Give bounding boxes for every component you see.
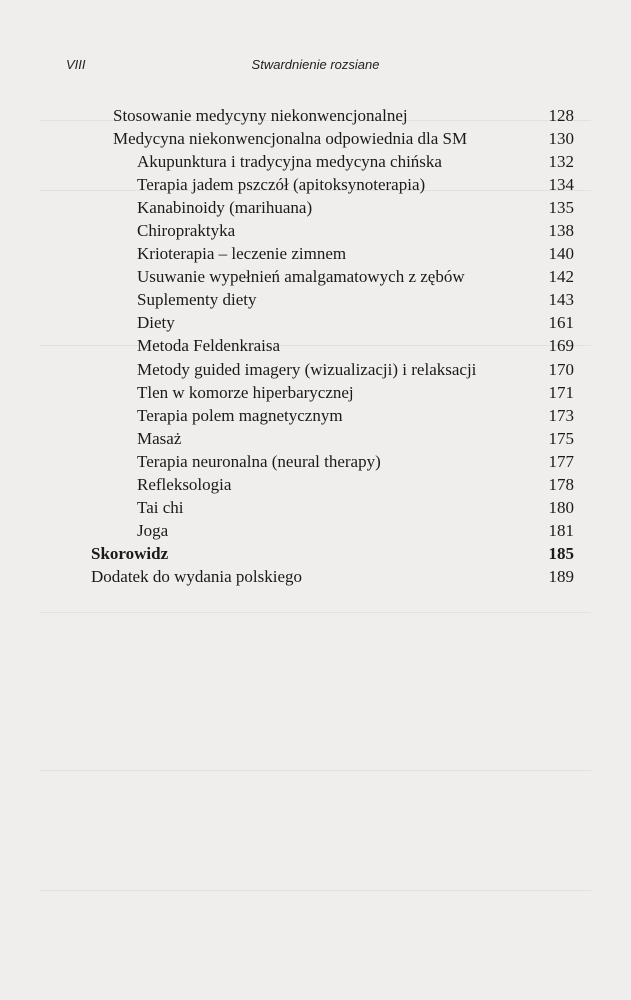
toc-entry-page: 173 <box>548 405 574 425</box>
toc-entry-title: Terapia neuronalna (neural therapy) <box>137 451 381 471</box>
toc-entry <box>0 265 631 288</box>
running-head-title: Stwardnienie rozsiane <box>251 57 380 72</box>
toc-entry-title: Metoda Feldenkraisa <box>137 336 281 356</box>
toc-entry-title: Terapia jadem pszczół (apitoksynoterapia) <box>137 175 426 195</box>
toc-entry-title: Stosowanie medycyny niekonwencjonalnej <box>113 106 408 125</box>
toc-entry <box>0 150 631 173</box>
toc-entry-title: Akupunktura i tradycyjna medycyna chińska <box>137 152 442 172</box>
toc-entry-page: 142 <box>548 267 574 287</box>
toc-entry <box>0 242 631 265</box>
toc-entry-title: Terapia polem magnetycznym <box>137 405 343 425</box>
toc-entry-title: Usuwanie wypełnień amalgamatowych z zębów <box>137 267 465 287</box>
toc-entry-page: 169 <box>548 336 574 356</box>
toc-entry-page: 170 <box>548 359 574 379</box>
toc-entry-page: 189 <box>548 566 574 586</box>
toc-entry-title: Chiropraktyka <box>137 221 236 241</box>
toc-entry-title: Skorowidz <box>91 543 169 563</box>
toc-entry-page: 180 <box>548 497 574 517</box>
toc-entry-title: Medycyna niekonwencjonalna odpowiednia dla SM <box>113 129 468 149</box>
toc-entry <box>0 450 631 473</box>
toc-entry-page: 128 <box>548 106 574 125</box>
toc-entry-page: 181 <box>548 520 574 540</box>
toc-entry <box>0 565 631 588</box>
toc-entry-page: 178 <box>548 474 574 494</box>
toc-entry-title: Tai chi <box>137 497 184 517</box>
toc-entry-page: 140 <box>548 244 574 264</box>
toc-entry-title: Refleksologia <box>137 474 232 494</box>
toc-entry <box>0 404 631 427</box>
toc-entry <box>0 104 631 127</box>
page-number-roman: VIII <box>66 57 86 72</box>
toc-entry-page: 134 <box>548 175 574 195</box>
toc-entry-title: Kanabinoidy (marihuana) <box>137 198 313 218</box>
bleed-through <box>40 890 591 891</box>
toc-entry <box>0 219 631 242</box>
toc-entry-title: Diety <box>137 313 175 333</box>
table-of-contents <box>0 104 631 588</box>
toc-entry <box>0 173 631 196</box>
toc-entry-page: 175 <box>548 428 574 448</box>
toc-entry-page: 177 <box>548 451 574 471</box>
toc-entry-page: 135 <box>548 198 574 218</box>
toc-entry-page: 132 <box>548 152 574 172</box>
toc-entry-title: Suplementy diety <box>137 290 257 310</box>
toc-entry-page: 138 <box>548 221 574 241</box>
toc-entry <box>0 381 631 404</box>
toc-entry <box>0 427 631 450</box>
toc-entry-page: 171 <box>548 382 574 402</box>
toc-entry <box>0 542 631 565</box>
toc-entry <box>0 358 631 381</box>
toc-entry-page: 161 <box>548 313 574 333</box>
toc-entry-title: Metody guided imagery (wizualizacji) i relaksacji <box>137 359 477 379</box>
toc-entry-title: Joga <box>137 520 169 540</box>
bleed-through <box>40 770 591 771</box>
toc-entry <box>0 519 631 542</box>
toc-entry <box>0 196 631 219</box>
toc-entry-page: 185 <box>548 543 574 563</box>
toc-entry <box>0 127 631 150</box>
toc-entry-page: 130 <box>548 129 574 149</box>
toc-entry <box>0 473 631 496</box>
toc-entry-title: Tlen w komorze hiperbarycznej <box>137 382 354 402</box>
toc-entry <box>0 311 631 334</box>
toc-entry <box>0 288 631 311</box>
toc-entry <box>0 496 631 519</box>
toc-entry-title: Krioterapia – leczenie zimnem <box>137 244 347 264</box>
toc-entry-page: 143 <box>548 290 574 310</box>
toc-entry <box>0 334 631 357</box>
toc-entry-title: Masaż <box>137 428 182 448</box>
toc-entry-title: Dodatek do wydania polskiego <box>91 566 303 586</box>
bleed-through <box>40 612 591 613</box>
